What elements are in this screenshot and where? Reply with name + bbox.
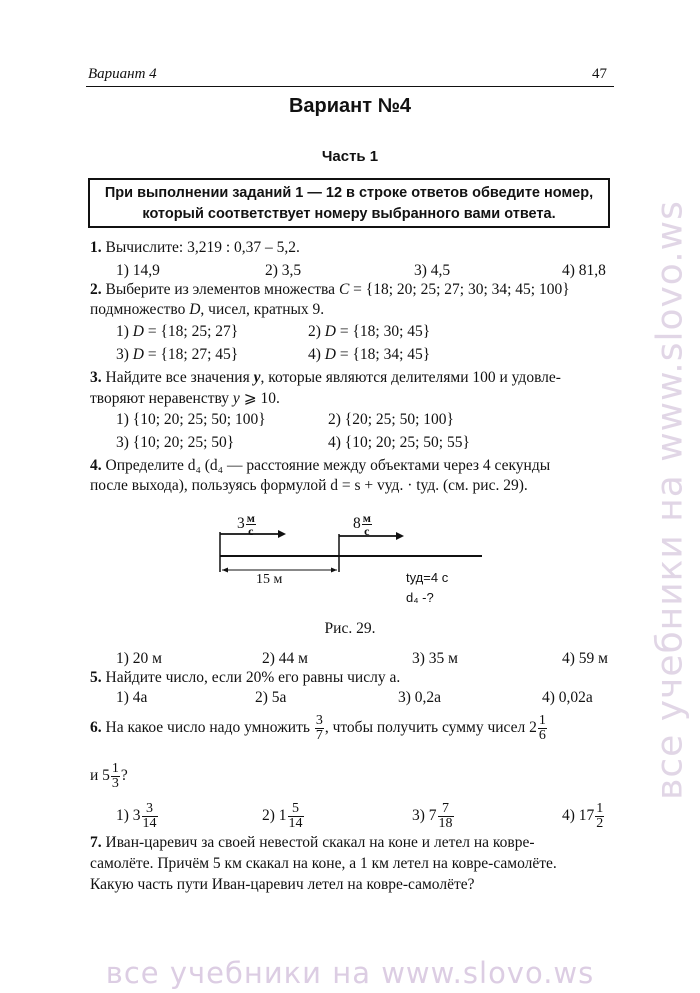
question-text: На какое число надо умножить (105, 719, 310, 737)
fraction-denominator: 7 (315, 728, 323, 743)
speed-2-label (353, 512, 373, 537)
part-heading: Часть 1 (321, 148, 379, 165)
watermark-text: все учебники на www.slovo.ws (649, 200, 691, 800)
option-whole: 3) 7 (412, 807, 437, 825)
set-name: C (338, 281, 350, 298)
fraction-numerator: 5 (288, 802, 304, 817)
figure-caption: Рис. 29. (324, 620, 376, 637)
question-text: Вычислите: 3,219 : 0,37 – 5,2. (105, 239, 300, 256)
question-4-cont: после выхода), пользуясь формулой d = s + vуд. · tуд. (см. рис. 29). (90, 477, 528, 494)
option-set: = {18; 34; 45} (336, 346, 431, 363)
question-7-line-3: Какую часть пути Иван-царевич летел на ковре-самолёте? (90, 876, 475, 893)
q3-option-3: 3) {10; 20; 25; 50} (116, 434, 235, 451)
fraction-numerator: 1 (111, 761, 119, 776)
option-number: 3) (116, 346, 133, 363)
unit-denominator: с (248, 524, 254, 538)
q4-option-3: 3) 35 м (412, 650, 458, 667)
option-whole: 1) 3 (116, 807, 141, 825)
question-number: 5. (90, 669, 102, 686)
instruction-box (88, 178, 610, 228)
speed-1-label (237, 512, 257, 537)
question-number: 1. (90, 239, 102, 256)
q1-option-3: 3) 4,5 (414, 262, 451, 279)
question-number: 6. (90, 719, 102, 737)
q1-option-4: 4) 81,8 (562, 262, 606, 279)
q1-option-1: 1) 14,9 (116, 262, 160, 279)
unit-numerator: м (362, 511, 371, 525)
option-var: D (132, 346, 144, 363)
question-text: Определите d₄ (d₄ — расстояние между объектами через 4 секунды (105, 457, 551, 474)
figure-29 (200, 500, 500, 615)
question-text: подмножество (90, 301, 190, 318)
set-value: = {18; 20; 25; 27; 30; 34; 45; 100} (349, 281, 570, 298)
fraction-denominator: 14 (142, 816, 157, 831)
question-text: , которые являются делителями 100 и удовле- (260, 369, 561, 386)
q5-option-1: 1) 4a (116, 689, 148, 706)
option-set: = {18; 30; 45} (336, 323, 431, 340)
question-2-cont (90, 301, 324, 319)
question-number: 3. (90, 369, 102, 386)
q3-option-2: 2) {20; 25; 50; 100} (328, 411, 454, 428)
option-var: D (324, 323, 336, 340)
question-text: ⩾ 10. (239, 390, 280, 407)
option-var: D (132, 323, 144, 340)
fraction-numerator: 7 (438, 802, 454, 817)
question-2 (90, 281, 570, 299)
instruction-line-1: При выполнении заданий 1 — 12 в строке ответов обведите номер, (104, 185, 594, 201)
distance-label: 15 м (256, 572, 283, 587)
fraction-numerator: 1 (538, 713, 546, 728)
option-whole: 2) 1 (262, 807, 287, 825)
q2-option-2 (308, 323, 430, 341)
speed-value: 8 (353, 515, 361, 533)
variant-title: Вариант №4 (288, 95, 412, 117)
fraction-denominator: 18 (438, 816, 453, 831)
running-header-variant: Вариант 4 (88, 66, 157, 82)
fraction-numerator: 3 (315, 713, 323, 728)
q2-option-4 (308, 346, 430, 364)
fraction-denominator: 2 (596, 816, 604, 831)
question-number: 7. (90, 834, 102, 851)
q4-option-4: 4) 59 м (562, 650, 608, 667)
unit-numerator: м (246, 511, 255, 525)
option-whole: 4) 17 (562, 807, 595, 825)
q6-option-1 (116, 802, 159, 831)
option-number: 2) (308, 323, 325, 340)
option-number: 4) (308, 346, 325, 363)
unit-denominator: с (364, 524, 370, 538)
question-7 (90, 834, 535, 852)
option-number: 1) (116, 323, 133, 340)
question-text: Выберите из элементов множества (105, 281, 339, 298)
q5-option-4: 4) 0,02a (542, 689, 593, 706)
question-text: , чисел, кратных 9. (200, 301, 325, 318)
fraction-denominator: 3 (111, 776, 119, 791)
q6-option-3 (412, 802, 455, 831)
q2-option-3 (116, 346, 238, 364)
question-number: 4. (90, 457, 102, 474)
q4-option-2: 2) 44 м (262, 650, 308, 667)
question-3 (90, 369, 561, 387)
q6-option-4 (562, 802, 605, 831)
question-text: Найдите число, если 20% его равны числу a. (105, 669, 401, 686)
page-number: 47 (592, 66, 607, 82)
subset-name: D (189, 301, 201, 318)
variable: y (253, 369, 261, 386)
question-text: ? (120, 767, 128, 785)
q1-option-2: 2) 3,5 (265, 262, 302, 279)
question-6-cont (90, 762, 128, 791)
q4-option-1: 1) 20 м (116, 650, 162, 667)
time-label: tуд=4 с (406, 570, 449, 585)
question-text: творяют неравенству (90, 390, 233, 407)
q6-option-2 (262, 802, 305, 831)
question-text: , чтобы получить сумму чисел 2 (324, 719, 537, 737)
arrow-head-icon (331, 568, 337, 573)
question-5 (90, 669, 400, 687)
arrow-head-icon (396, 532, 404, 540)
option-var: D (324, 346, 336, 363)
arrow-head-icon (278, 530, 286, 538)
variable: y (232, 390, 240, 407)
q3-option-4: 4) {10; 20; 25; 50; 55} (328, 434, 470, 451)
question-1 (90, 239, 300, 257)
bottom-watermark: все учебники на www.slovo.ws (105, 956, 595, 990)
q5-option-3: 3) 0,2a (398, 689, 442, 706)
speed-value: 3 (237, 515, 245, 533)
fraction-numerator: 3 (142, 802, 158, 817)
question-6 (90, 714, 548, 743)
q5-option-2: 2) 5a (255, 689, 287, 706)
question-7-line-2: самолёте. Причём 5 км скакал на коне, а 1 км летел на ковре-самолёте. (90, 855, 557, 872)
unknown-distance-label: d₄ -? (406, 590, 434, 605)
fraction-denominator: 14 (288, 816, 303, 831)
question-4 (90, 457, 550, 475)
fraction-numerator: 1 (596, 801, 604, 816)
option-set: = {18; 27; 45} (144, 346, 239, 363)
q2-option-1 (116, 323, 238, 341)
question-text: и 5 (90, 767, 110, 785)
q3-option-1: 1) {10; 20; 25; 50; 100} (116, 411, 266, 428)
question-text: Иван-царевич за своей невестой скакал на коне и летел на ковре- (105, 834, 535, 851)
question-number: 2. (90, 281, 102, 298)
option-set: = {18; 25; 27} (144, 323, 239, 340)
header-rule (86, 86, 614, 87)
fraction-denominator: 6 (538, 728, 546, 743)
question-text: Найдите все значения (105, 369, 254, 386)
instruction-line-2: который соответствует номеру выбранного вами ответа. (142, 206, 556, 222)
arrow-head-icon (222, 568, 228, 573)
question-3-cont (90, 389, 280, 408)
vertical-watermark (640, 120, 700, 880)
